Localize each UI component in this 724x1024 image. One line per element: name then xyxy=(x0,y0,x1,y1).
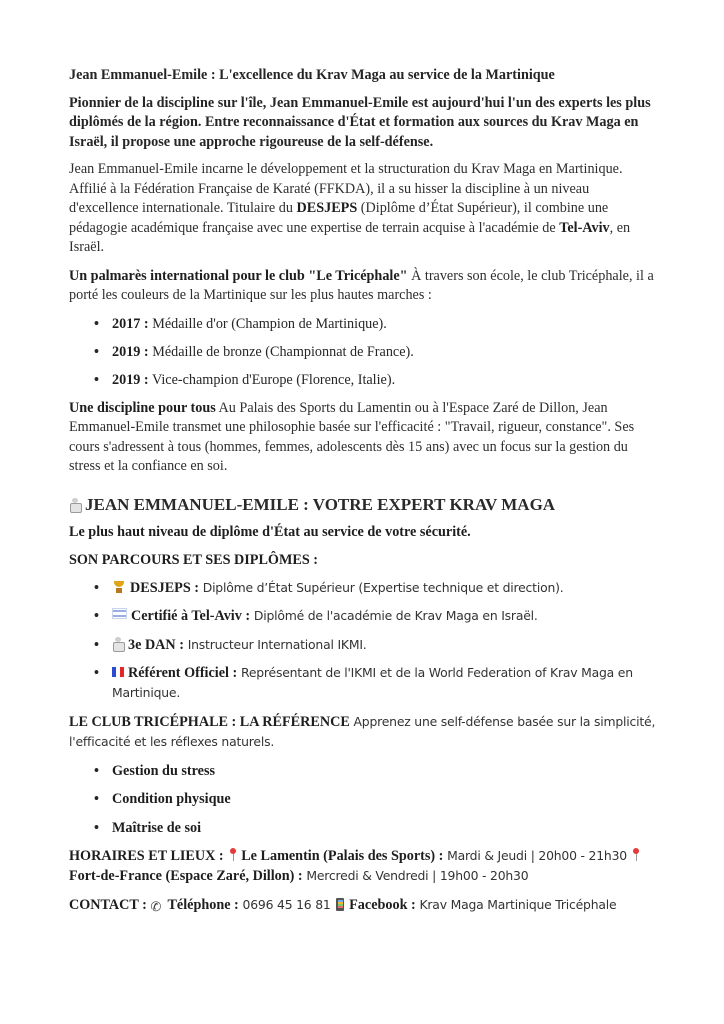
document-page xyxy=(69,66,659,924)
martial-arts-uniform-icon xyxy=(69,498,81,512)
lead-paragraph: Pionnier de la discipline sur l'île, Jean Emmanuel-Emile est aujourd'hui l'un des experts les plus diplômés de la région. Entre reconnaissance d'État et formation aux sources du Krav Maga en Israël, il propose une approche rigoureuse de la self-défense. xyxy=(69,94,651,150)
desjeps-emphasis: DESJEPS xyxy=(296,200,358,216)
phone-number: 0696 45 16 81 xyxy=(238,897,331,912)
expert-heading: JEAN EMMANUEL-EMILE : VOTRE EXPERT KRAV MAGA xyxy=(69,494,659,516)
mobile-phone-icon xyxy=(336,898,344,911)
location-pin-icon xyxy=(632,848,640,862)
list-item: • Certifié à Tel-Aviv : Diplômé de l'académie de Krav Maga en Israël. xyxy=(112,606,659,626)
israel-flag-icon xyxy=(112,608,127,619)
diplomes-list xyxy=(69,578,659,704)
facebook-name: Krav Maga Martinique Tricéphale xyxy=(415,897,617,912)
bio-paragraph: Jean Emmanuel-Emile incarne le développement et la structuration du Krav Maga en Martinique. Affilié à la Fédération Française de Karaté (FFKDA), il a su hisser la discipline à un niveau d'excellence internationale. Titulaire du DESJEPS (Diplôme d’État Supérieur), il combine une pédagogie académique française avec une expertise de terrain acquise à l'académie de Tel-Aviv, en Israël. xyxy=(69,161,631,255)
palmares-paragraph: Un palmarès international pour le club "Le Tricéphale" À travers son école, le club Tricéphale, il a porté les couleurs de la Martinique sur les plus hautes marches : xyxy=(69,267,654,303)
list-item: • 2019 : Médaille de bronze (Championnat de France). xyxy=(112,343,659,363)
palmares-list xyxy=(69,315,659,391)
palmares-heading: Un palmarès international pour le club "Le Tricéphale" xyxy=(69,267,408,284)
horaires-paragraph: HORAIRES ET LIEUX : Le Lamentin (Palais des Sports) : Mardi & Jeudi | 20h00 - 21h30 Fort-de-France (Espace Zaré, Dillon) : Mercredi & Vendredi | 19h00 - 20h30 xyxy=(69,846,659,886)
list-item: • Gestion du stress xyxy=(112,761,659,781)
phone-icon: ✆ xyxy=(150,899,162,914)
list-item: • DESJEPS : Diplôme d’État Supérieur (Expertise technique et direction). xyxy=(112,578,659,598)
list-item: • Référent Officiel : Représentant de l'IKMI et de la World Federation of Krav Maga en Martinique. xyxy=(112,663,659,703)
martial-arts-uniform-icon xyxy=(112,637,124,651)
list-item: • 2017 : Médaille d'or (Champion de Martinique). xyxy=(112,315,659,335)
list-item: • Maîtrise de soi xyxy=(112,818,659,838)
list-item: • Condition physique xyxy=(112,789,659,809)
france-flag-icon xyxy=(112,667,124,677)
expert-subheading: Le plus haut niveau de diplôme d'État au service de votre sécurité. xyxy=(69,523,471,540)
trophy-icon xyxy=(112,580,126,594)
list-item: • 2019 : Vice-champion d'Europe (Florence, Italie). xyxy=(112,371,659,391)
discipline-heading: Une discipline pour tous xyxy=(69,399,216,416)
club-paragraph: LE CLUB TRICÉPHALE : LA RÉFÉRENCE Apprenez une self-défense basée sur la simplicité, l'efficacité et les réflexes naturels. xyxy=(69,713,656,749)
club-points-list xyxy=(69,761,659,838)
article-title: Jean Emmanuel-Emile : L'excellence du Krav Maga au service de la Martinique xyxy=(69,67,555,83)
parcours-heading: SON PARCOURS ET SES DIPLÔMES : xyxy=(69,551,318,568)
list-item: • 3e DAN : Instructeur International IKMI. xyxy=(112,635,659,655)
discipline-paragraph: Une discipline pour tous Au Palais des Sports du Lamentin ou à l'Espace Zaré de Dillon, Jean Emmanuel-Emile transmet une philosophie basée sur l'efficacité : "Travail, rigueur, constance". Ses cours s'adressent à tous (hommes, femmes, adolescents dès 15 ans) avec un focus sur la gestion du stress et la confiance en soi. xyxy=(69,399,635,474)
tel-aviv-emphasis: Tel-Aviv xyxy=(559,219,610,236)
club-heading: LE CLUB TRICÉPHALE : LA RÉFÉRENCE xyxy=(69,713,350,730)
location-pin-icon xyxy=(229,848,237,862)
contact-paragraph: CONTACT : ✆ Téléphone : 0696 45 16 81 Facebook : Krav Maga Martinique Tricéphale xyxy=(69,897,617,914)
